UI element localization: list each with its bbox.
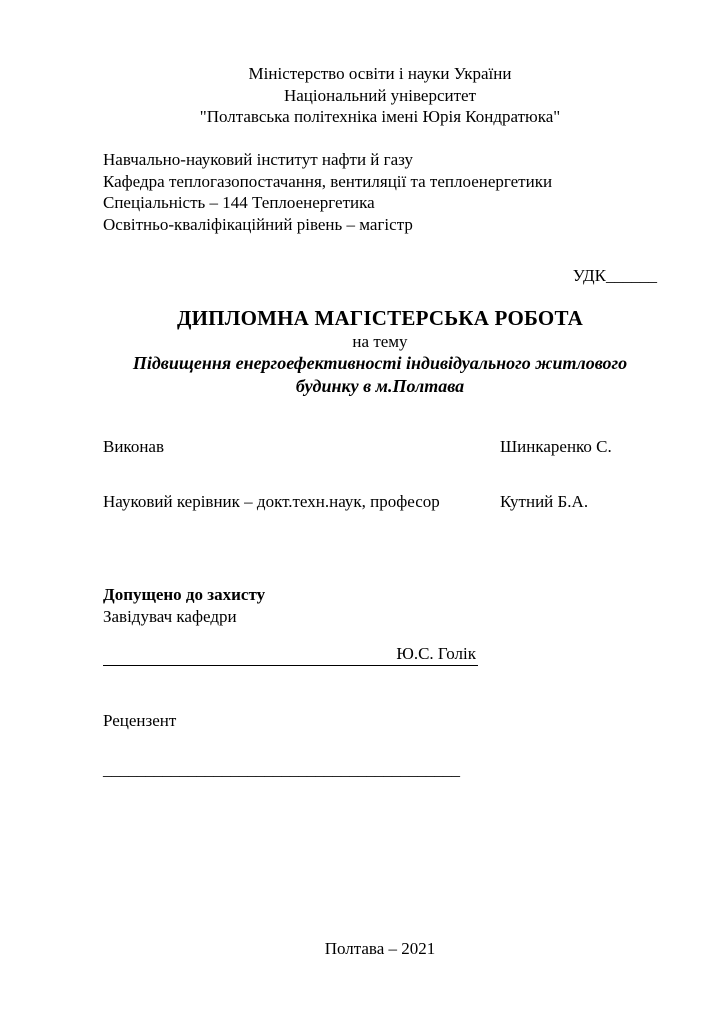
- university-name-line: "Полтавська політехніка імені Юрія Кондратюка": [199, 107, 561, 126]
- document-title: ДИПЛОМНА МАГІСТЕРСЬКА РОБОТА: [177, 305, 583, 330]
- executor-name: Шинкаренко С.: [500, 437, 612, 456]
- reviewer-signature-line: __________________________________________: [103, 760, 460, 779]
- department-line: Кафедра теплогазопостачання, вентиляції та теплоенергетики: [103, 171, 553, 191]
- institution-block: [103, 149, 657, 235]
- udk-field: УДК______: [572, 266, 657, 285]
- university-line: Національний університет: [283, 85, 477, 105]
- executor-row: [103, 436, 657, 458]
- thesis-theme: Підвищення енергоефективності індивідуального житлового будинку в м.Полтава: [132, 353, 628, 396]
- executor-label: Виконав: [103, 437, 165, 456]
- institute-line: Навчально-науковий інститут нафти й газу: [103, 150, 414, 169]
- approval-heading: Допущено до захисту: [103, 585, 266, 604]
- speciality-line: Спеціальність – 144 Теплоенергетика: [103, 193, 375, 212]
- reviewer-label: Рецензент: [103, 710, 177, 730]
- head-signature-line: Ю.С. Голік: [103, 643, 478, 666]
- university-header: [103, 63, 657, 128]
- approval-role: Завідувач кафедри: [103, 606, 237, 626]
- title-subtitle: на тему: [352, 331, 408, 351]
- ministry-line: Міністерство освіти і науки України: [248, 64, 512, 83]
- supervisor-name: Кутний Б.А.: [500, 491, 589, 511]
- qualification-line: Освітньо-кваліфікаційний рівень – магістр: [103, 214, 413, 234]
- supervisor-row: [103, 491, 657, 513]
- supervisor-label: Науковий керівник – докт.техн.наук, професор: [103, 491, 440, 511]
- city-year-footer: Полтава – 2021: [324, 938, 436, 958]
